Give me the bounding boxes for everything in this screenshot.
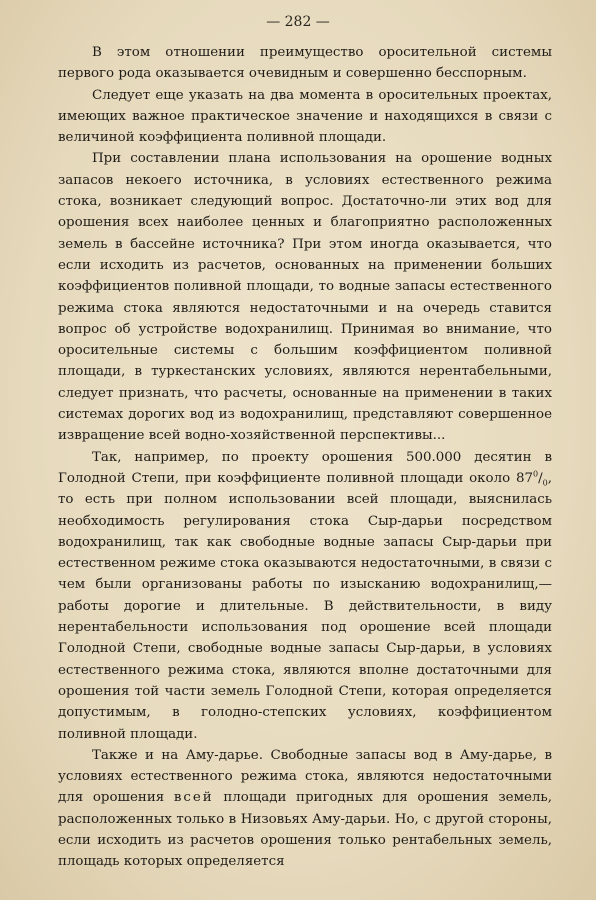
paragraph-5-end: площади пригодных для орошения земель, расположенных только в Низовьях Аму-дарьи. Но, с другой стороны, если исходить из расчетов орошения только рентабельных земель, площадь которых определяется bbox=[58, 790, 552, 870]
page-number: — 282 — bbox=[266, 14, 330, 30]
paragraph-4-start: Так, например, по проекту орошения 500.000 десятин в Голодной Степи, при коэффициенте поливной площади около 87 bbox=[58, 449, 552, 486]
paragraph-1: В этом отношении преимущество оросительной системы первого рода оказывается очевидным и совершенно бесспорным. bbox=[58, 45, 552, 82]
paragraph-5 bbox=[58, 745, 552, 873]
emphasized-word: всей bbox=[173, 790, 214, 806]
paragraph-2: Следует еще указать на два момента в оросительных проектах, имеющих важное практическое значение и находящихся в связи с величиной коэффициента поливной площади. bbox=[58, 87, 552, 146]
percent-sign-slash: / bbox=[538, 470, 543, 486]
body-text bbox=[58, 42, 552, 873]
paragraph-4-end: , то есть при полном использовании всей площади, выяснилась необходимость регулирования стока Сыр-дарьи посредством водохранилищ, так как свободные водные запасы Сыр-дарьи при естественном режиме стока оказываются недостаточными, в связи с чем были организованы работы по изысканию водохранилищ,—работы дорогие и длительные. В действительности, в виду нерентабельности использования под орошение всей площади Голодной Степи, свободные водные запасы Сыр-дарьи, в условиях естественного режима стока, являются вполне достаточными для орошения той части земель Голодной Степи, которая определяется допустимым, в голодно-степских условиях, коэффициентом поливной площади. bbox=[58, 470, 552, 742]
paragraph-3: При составлении плана использования на орошение водных запасов некоего источника, в условиях естественного режима стока, возникает следующий вопрос. Достаточно-ли этих вод для орошения всех наиболее ценных и благоприятно расположенных земель в бассейне источника? При этом иногда оказывается, что если исходить из расчетов, основанных на применении больших коэффициентов поливной площади, то водные запасы естественного режима стока являются недостаточными и на очередь ставится вопрос об устройстве водохранилищ. Принимая во внимание, что оросительные системы с большим коэффициентом поливной площади, в туркестанских условиях, являются нерентабельными, следует признать, что расчеты, основанные на применении в таких системах дорогих вод из водохранилищ, представляют совершенное извращение всей водно-хозяйственной перспективы... bbox=[58, 151, 552, 444]
percent-sign-top: 0 bbox=[533, 469, 539, 479]
percent-sign-bottom: 0 bbox=[542, 478, 548, 488]
paragraph-4 bbox=[58, 447, 552, 745]
paragraph-5-start: Также и на Аму-дарье. Свободные запасы вод в Аму-дарье, в условиях естественного режима стока, являются недостаточными для орошения bbox=[58, 747, 552, 806]
